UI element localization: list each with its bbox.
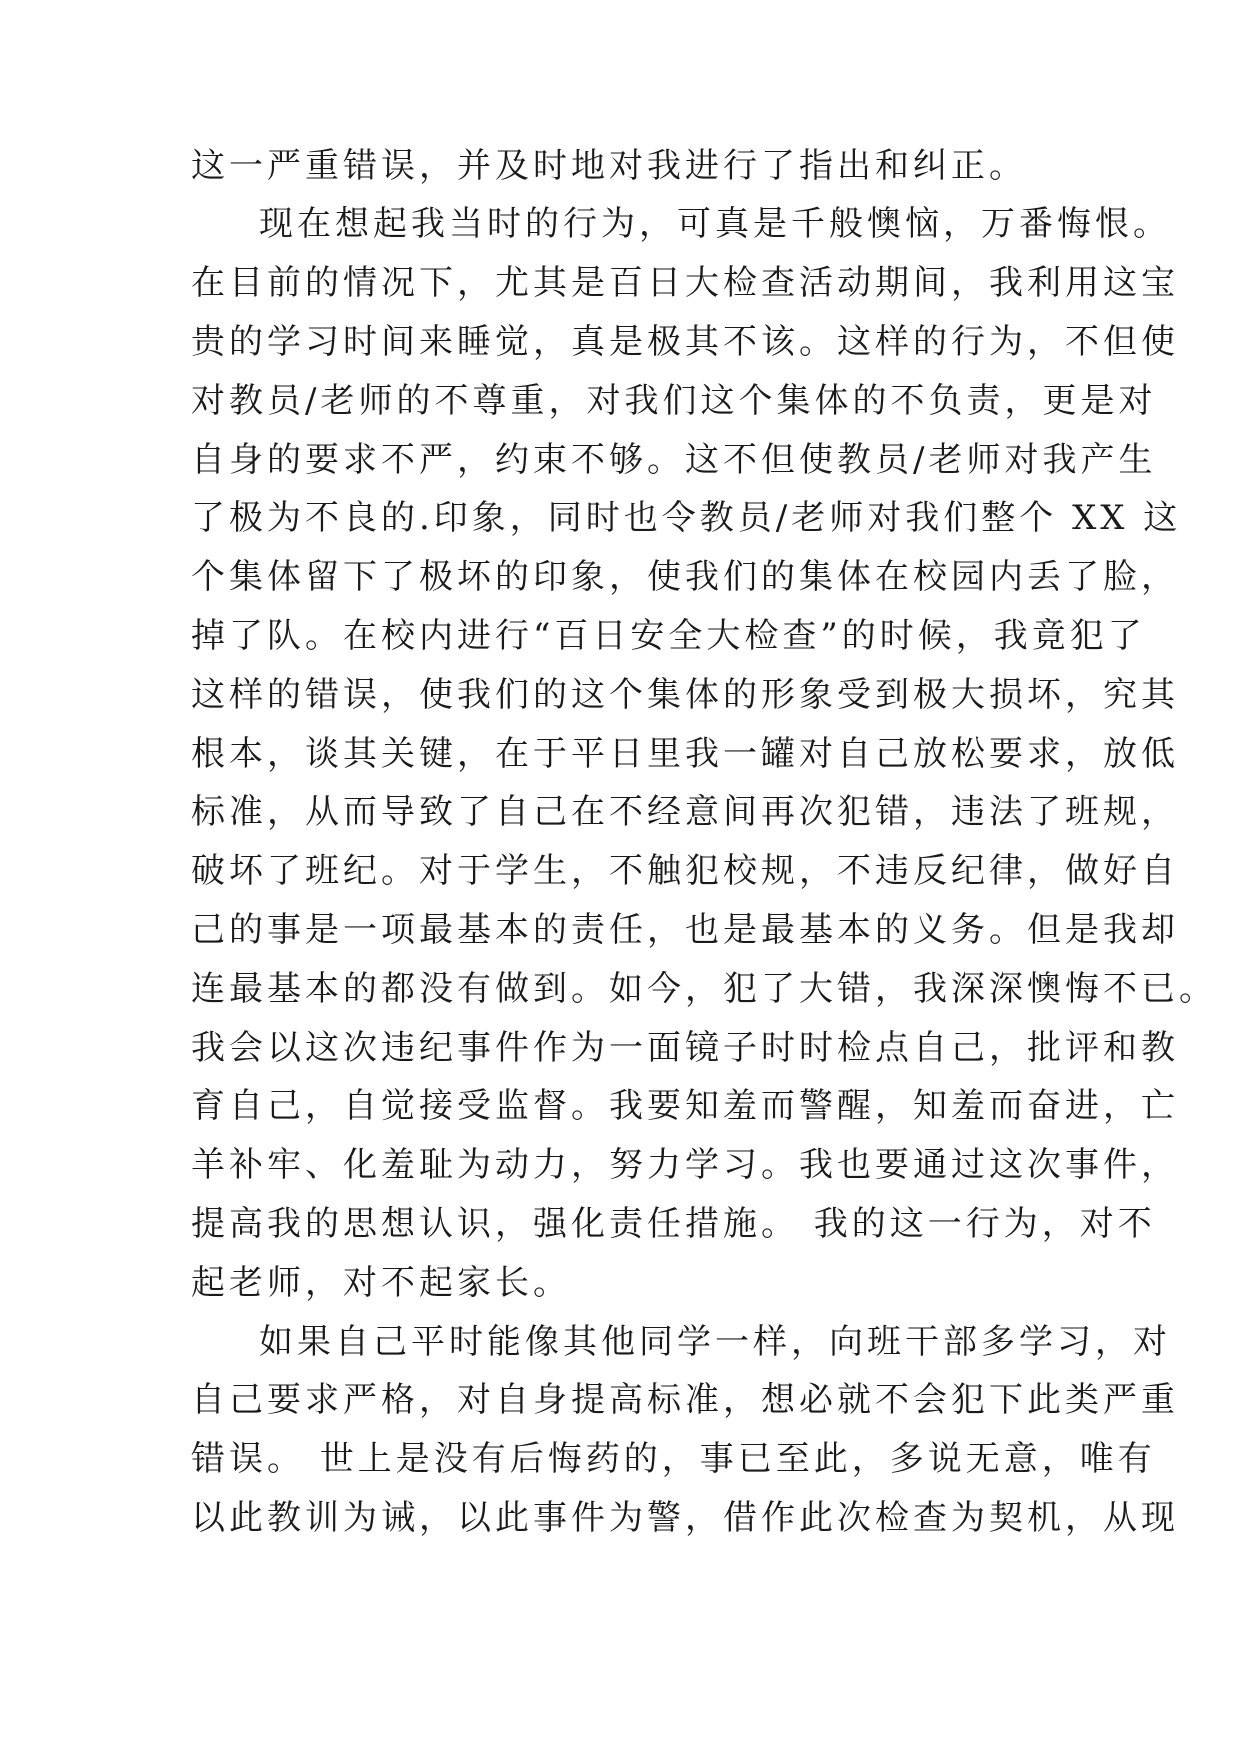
text-line: 根本，谈其关键，在于平日里我一罐对自己放松要求，放低 (191, 734, 1179, 774)
text-line: 自己要求严格，对自身提高标准，想必就不会犯下此类严重 (191, 1380, 1179, 1420)
text-line: 在目前的情况下，尤其是百日大检查活动期间，我利用这宝 (191, 263, 1179, 303)
text-line: 个集体留下了极坏的印象，使我们的集体在校园内丢了脸， (191, 557, 1179, 597)
text-line: 自身的要求不严，约束不够。这不但使教员/老师对我产生 (191, 440, 1157, 480)
text-line: 提高我的思想认识，强化责任措施。 我的这一行为，对不 (191, 1204, 1156, 1244)
text-line: 贵的学习时间来睡觉，真是极其不该。这样的行为，不但使 (191, 322, 1179, 362)
text-line: 标准，从而导致了自己在不经意间再次犯错，违法了班规， (191, 792, 1179, 832)
text-line: 对教员/老师的不尊重，对我们这个集体的不负责，更是对 (191, 381, 1157, 421)
text-line: 起老师，对不起家长。 (191, 1263, 571, 1303)
text-line: 羊补牢、化羞耻为动力，努力学习。我也要通过这次事件， (191, 1145, 1179, 1185)
text-line: 这一严重错误，并及时地对我进行了指出和纠正。 (191, 146, 1027, 186)
text-line: 如果自己平时能像其他同学一样，向班干部多学习，对 (259, 1322, 1171, 1362)
text-line: 了极为不良的.印象，同时也令教员/老师对我们整个 XX 这 (191, 498, 1182, 538)
text-line: 破坏了班纪。对于学生，不触犯校规，不违反纪律，做好自 (191, 851, 1179, 891)
text-line: 己的事是一项最基本的责任，也是最基本的义务。但是我却 (191, 910, 1179, 950)
text-line: 掉了队。在校内进行“百日安全大检查”的时候，我竟犯了 (191, 616, 1146, 656)
text-line: 以此教训为诫，以此事件为警，借作此次检查为契机，从现 (191, 1498, 1179, 1538)
text-line: 育自己，自觉接受监督。我要知羞而警醒，知羞而奋进，亡 (191, 1086, 1179, 1126)
text-line: 我会以这次违纪事件作为一面镜子时时检点自己，批评和教 (191, 1028, 1179, 1068)
text-line: 连最基本的都没有做到。如今，犯了大错，我深深懊悔不已。 (191, 969, 1217, 1009)
text-line: 这样的错误，使我们的这个集体的形象受到极大损坏，究其 (191, 675, 1179, 715)
text-line: 错误。 世上是没有后悔药的，事已至此，多说无意，唯有 (191, 1439, 1156, 1479)
text-line: 现在想起我当时的行为，可真是千般懊恼，万番悔恨。 (259, 204, 1171, 244)
